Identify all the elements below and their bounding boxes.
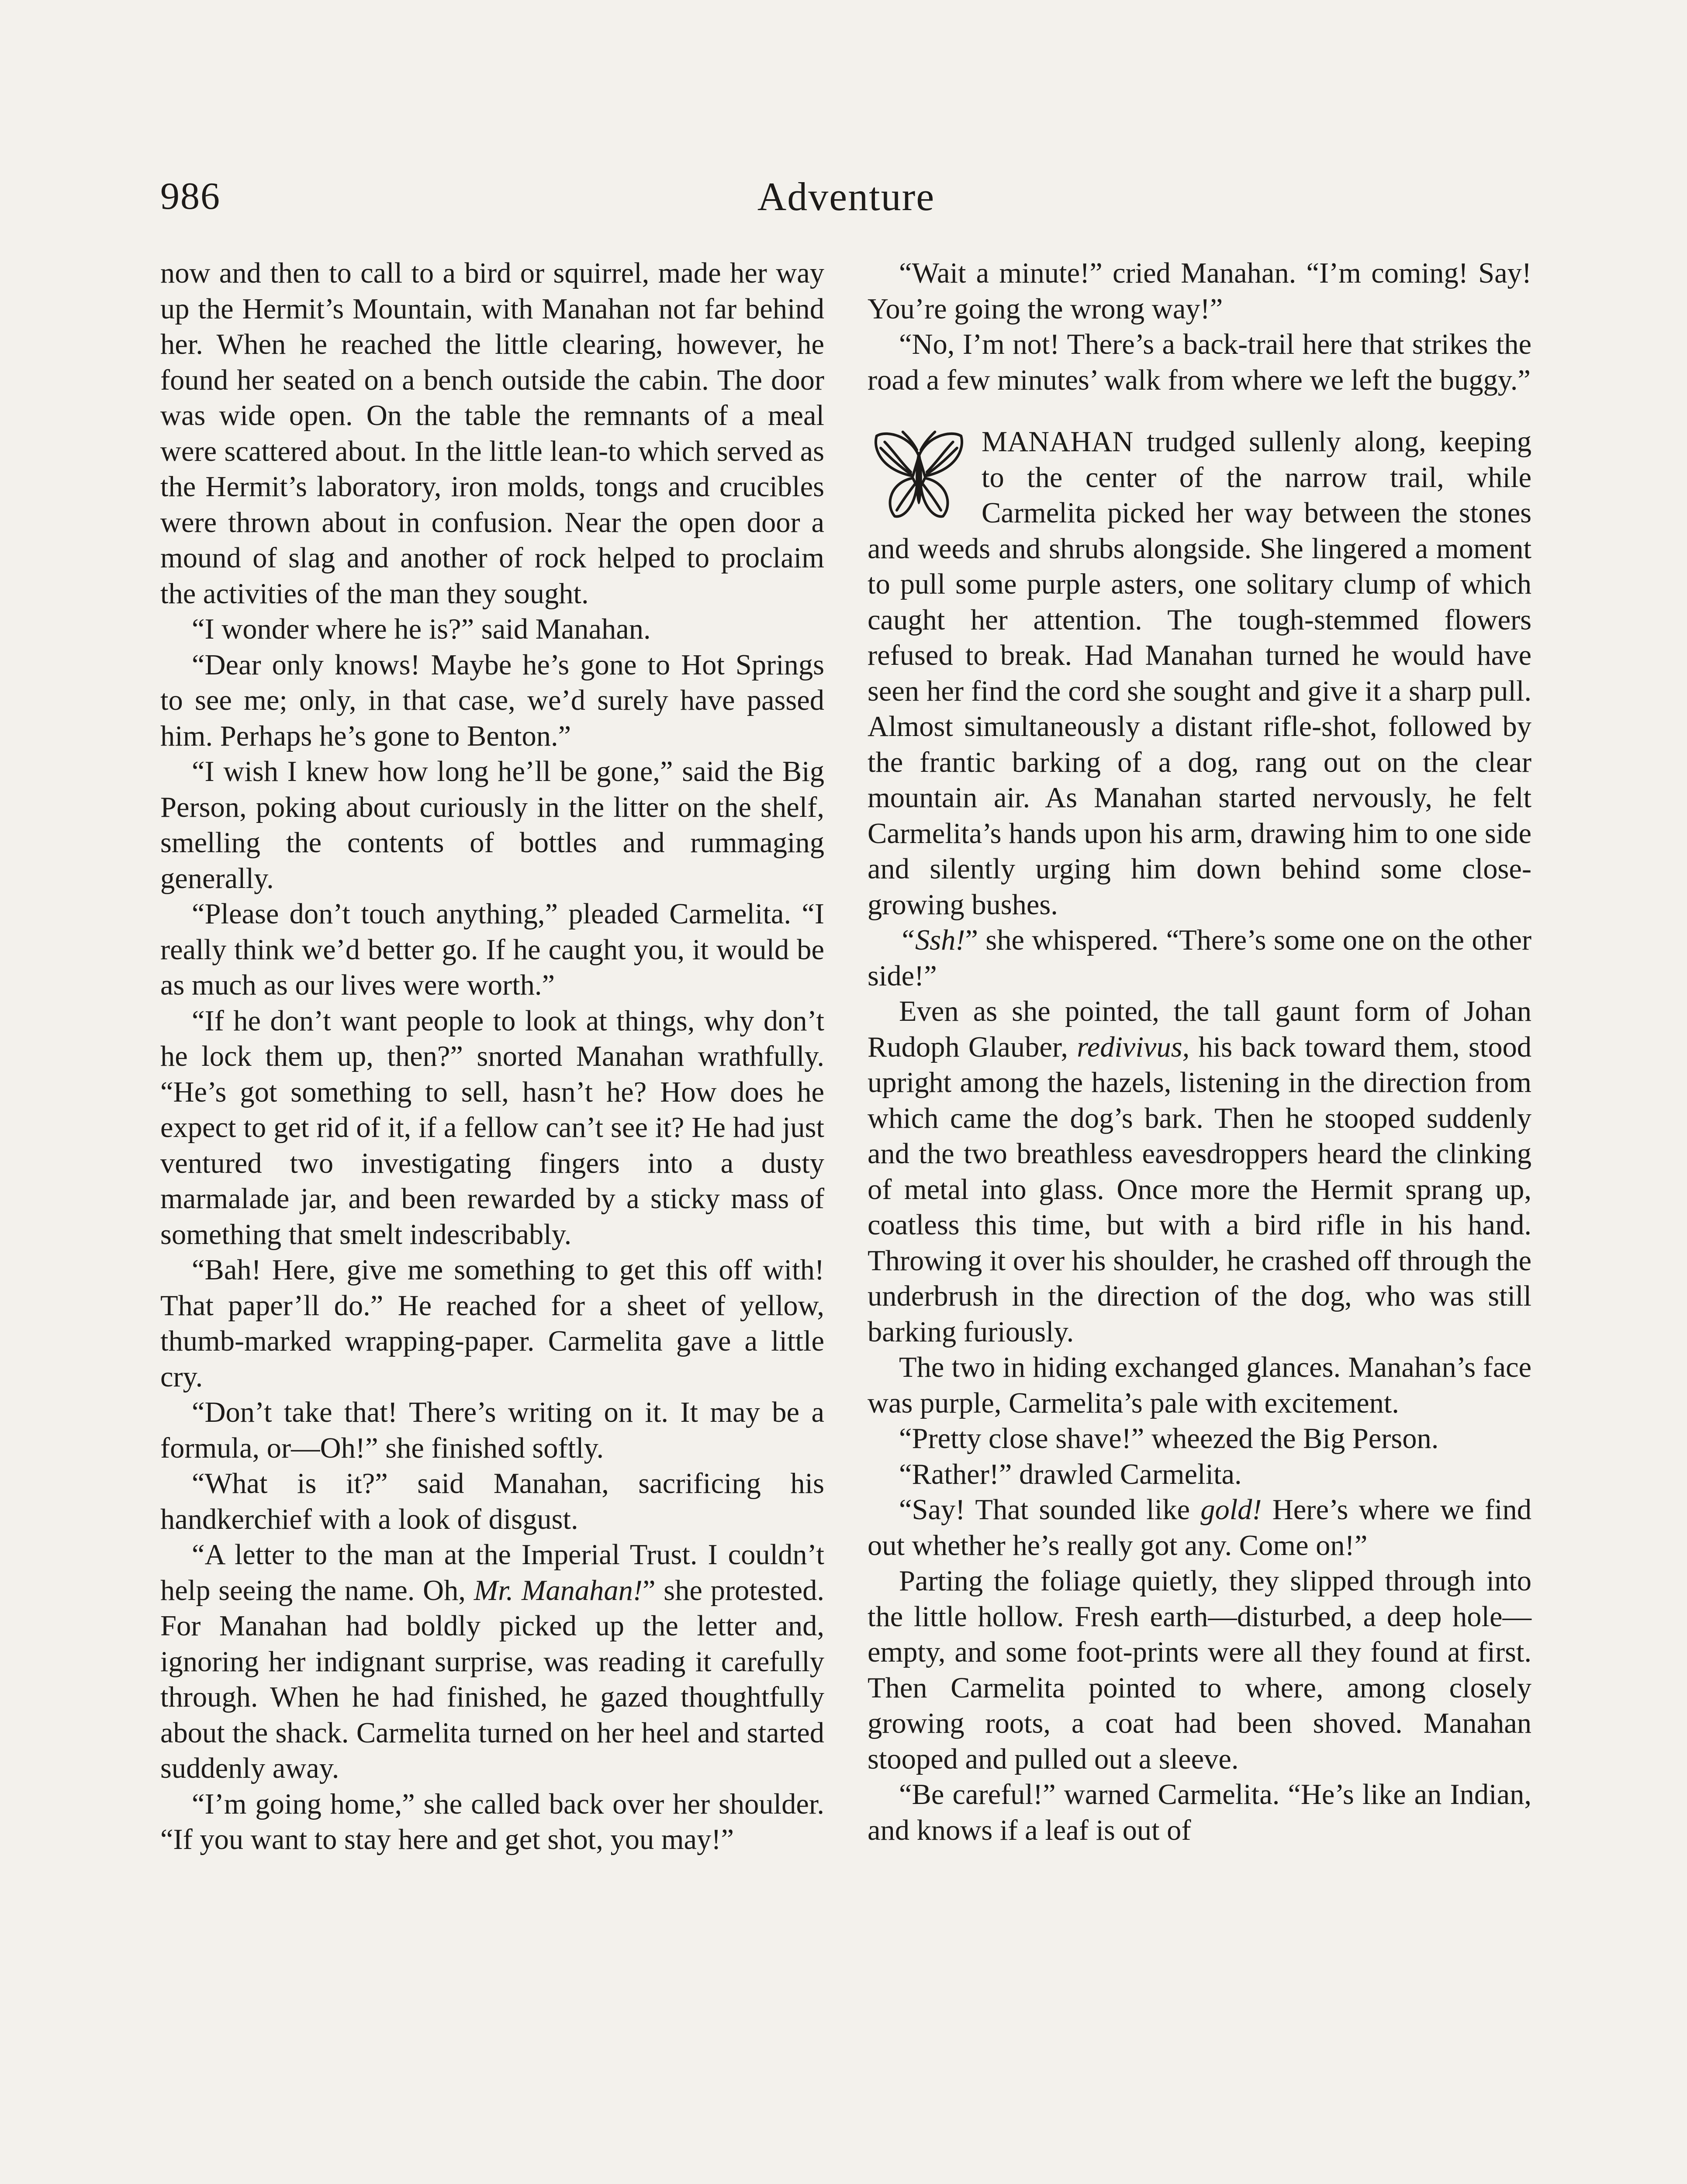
paragraph: “If he don’t want people to look at things, why don’t he lock them up, then?” snorted Manahan wrathfully. “He’s got something to sell, hasn’t he? How does he expect to get rid of it, if a fellow can’t see it? He had just ventured two investigating fingers into a dusty marmalade jar, and been rewarded by a sticky mass of something that smelt indescribably.: [160, 1005, 824, 1251]
italic-word: redivivus,: [1077, 1031, 1190, 1063]
left-column: [160, 256, 824, 1858]
paragraph: “Please don’t touch anything,” pleaded Carmelita. “I really think we’d better go. If he caught you, it would be as much as our lives were worth.”: [160, 898, 824, 1001]
paragraph: “Be careful!” warned Carmelita. “He’s like an Indian, and knows if a leaf is out of: [868, 1779, 1531, 1846]
text-run: his back toward them, stood upright among the hazels, listening in the direction from which came the dog’s bark. Then he stooped suddenly and the two breathless eavesdroppers heard the clinking of metal into glass. Once more the Hermit sprang up, coatless this time, but with a bird rifle in his hand. Throwing it over his shoulder, he crashed off through the underbrush in the direction of the dog, who was still barking furiously.: [868, 1031, 1532, 1348]
page-header: [160, 170, 1532, 223]
paragraph: “Wait a minute!” cried Manahan. “I’m coming! Say! You’re going the wrong way!”: [868, 257, 1531, 325]
paragraph: “No, I’m not! There’s a back-trail here that strikes the road a few minutes’ walk from where we left the buggy.”: [868, 328, 1531, 396]
right-column: [868, 256, 1531, 1848]
paragraph: “What is it?” said Manahan, sacrificing his handkerchief with a look of disgust.: [160, 1468, 824, 1535]
paragraph: “I wish I knew how long he’ll be gone,” said the Big Person, poking about curiously in the litter on the shelf, smelling the contents of bottles and rummaging generally.: [160, 756, 824, 895]
paragraph: The two in hiding exchanged glances. Manahan’s face was purple, Carmelita’s pale with excitement.: [868, 1351, 1531, 1419]
paragraph: “Rather!” drawled Carmelita.: [899, 1458, 1242, 1490]
italic-word: gold!: [1200, 1494, 1262, 1526]
text-run: Here’s where we find out whether he’s really got any. Come on!”: [868, 1494, 1532, 1562]
text-run: “Say! That sounded like: [899, 1494, 1201, 1526]
paragraph: “Don’t take that! There’s writing on it. It may be a formula, or—Oh!” she finished softly.: [160, 1396, 824, 1464]
paragraph: [868, 1492, 1531, 1563]
paragraph: “I’m going home,” she called back over her shoulder. “If you want to stay here and get shot, you may!”: [160, 1788, 824, 1856]
paragraph: “I wonder where he is?” said Manahan.: [192, 613, 651, 645]
text-run: ” she whispered. “There’s some one on the other side!”: [868, 924, 1531, 992]
paragraph: [868, 994, 1531, 1350]
paragraph: “Pretty close shave!” wheezed the Big Person.: [899, 1423, 1439, 1455]
paragraph: now and then to call to a bird or squirrel, made her way up the Hermit’s Mountain, with Manahan not far behind her. When he reached the little clearing, however, he found her seated on a bench outside the cabin. The door was wide open. On the table the remnants of a meal were scattered about. In the little lean-to which served as the Hermit’s laboratory, iron molds, tongs and crucibles were thrown about in confusion. Near the open door a mound of slag and another of rock helped to proclaim the activities of the man they sought.: [160, 257, 824, 610]
butterfly-icon: [868, 426, 970, 526]
text-run: ” she protested. For Manahan had boldly picked up the letter and, ignoring her indignant surprise, was reading it carefully through. When he had finished, he gazed thoughtfully about the shack. Carmelita turned on her heel and started suddenly away.: [160, 1574, 825, 1784]
section-opening-paragraph: [868, 424, 1531, 923]
paragraph: [868, 923, 1531, 994]
paragraph: “Dear only knows! Maybe he’s gone to Hot Springs to see me; only, in that case, we’d surely have passed him. Perhaps he’s gone to Benton.”: [160, 649, 824, 752]
italic-name: Mr. Manahan!: [474, 1574, 643, 1607]
text-run: MANAHAN trudged sullenly along, keeping to the center of the narrow trail, while Carmelita picked her way between the stones and weeds and shrubs alongside. She lingered a moment to pull some purple asters, one solitary clump of which caught her attention. The tough-stemmed flowers refused to break. Had Manahan turned he would have seen her find the cord she sought and give it a sharp pull. Almost simultaneously a distant rifle-shot, followed by the frantic barking of a dog, rang out on the clear mountain air. As Manahan started nervously, he felt Carmelita’s hands upon his arm, drawing him to one side and silently urging him down behind some close-growing bushes.: [868, 426, 1531, 921]
running-title: Adventure: [757, 174, 935, 219]
text-run: “A letter to the man at the Imperial Trust. I couldn’t help seeing the name. Oh,: [160, 1539, 824, 1607]
paragraph: “Bah! Here, give me something to get this off with! That paper’ll do.” He reached for a sheet of yellow, thumb-marked wrapping-paper. Carmelita gave a little cry.: [160, 1254, 824, 1393]
italic-word: “Ssh!: [899, 924, 965, 956]
page-number: 986: [160, 175, 221, 218]
paragraph: [160, 1537, 824, 1787]
text-run: Even as she pointed, the tall gaunt form of Johan Rudoph Glauber,: [868, 995, 1531, 1063]
paragraph: Parting the foliage quietly, they slipped through into the little hollow. Fresh earth—disturbed, a deep hole—empty, and some foot-prints were all they found at first. Then Carmelita pointed to where, among closely growing roots, a coat had been shoved. Manahan stooped and pulled out a sleeve.: [868, 1565, 1531, 1775]
